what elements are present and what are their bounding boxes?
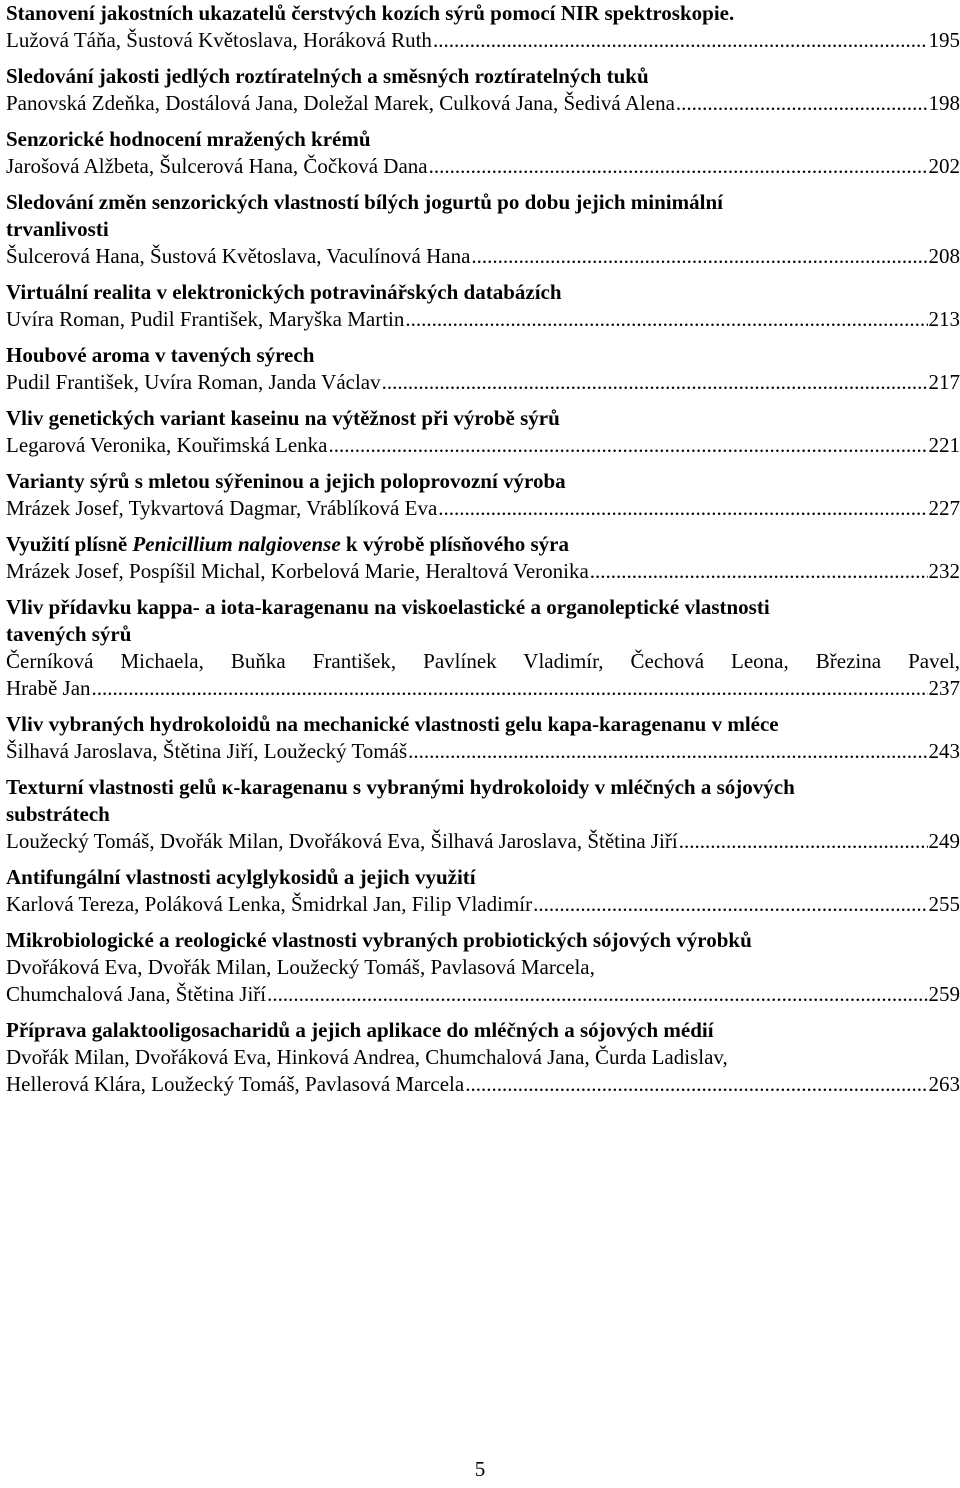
author-line-with-page: [6, 27, 960, 54]
entry-title-line: Vliv přídavku kappa- a iota-karagenanu na viskoelastické a organoleptické vlastnosti: [6, 595, 770, 619]
table-of-contents: [6, 0, 960, 1107]
entry-authors: [6, 306, 960, 333]
entry-authors-text: Hrabě Jan: [6, 676, 91, 700]
toc-entry: [6, 531, 960, 585]
author-line-with-page: [6, 243, 960, 270]
entry-authors: [6, 1044, 960, 1098]
entry-authors-text: Uvíra Roman, Pudil František, Maryška Martin: [6, 307, 405, 331]
dot-leader: [590, 558, 928, 585]
entry-title: [6, 126, 960, 153]
page-number: 221: [928, 433, 960, 457]
entry-authors: [6, 648, 960, 702]
page-number: 195: [928, 28, 960, 52]
author-line: Dvořáková Eva, Dvořák Milan, Loužecký Tomáš, Pavlasová Marcela,: [6, 955, 595, 979]
entry-title: [6, 864, 960, 891]
dot-leader: [533, 891, 927, 918]
author-line-with-page: [6, 558, 960, 585]
entry-authors: [6, 828, 960, 855]
author-line-with-page: [6, 891, 960, 918]
dot-leader: [382, 369, 928, 396]
entry-title: [6, 63, 960, 90]
author-line-with-page: [6, 369, 960, 396]
entry-authors-text: Mrázek Josef, Tykvartová Dagmar, Vráblíková Eva: [6, 496, 438, 520]
entry-title: [6, 594, 960, 648]
author-line-with-page: [6, 738, 960, 765]
entry-title-line: Antifungální vlastnosti acylglykosidů a jejich využití: [6, 865, 476, 889]
dot-leader: [471, 243, 927, 270]
toc-entry: [6, 774, 960, 855]
entry-authors-text: Panovská Zdeňka, Dostálová Jana, Doležal Marek, Culková Jana, Šedivá Alena: [6, 91, 675, 115]
entry-title-text: k výrobě plísňového sýra: [340, 532, 569, 556]
dot-leader: [676, 90, 928, 117]
page-number: 232: [928, 559, 960, 583]
toc-entry: [6, 711, 960, 765]
page-number: 263: [928, 1072, 960, 1096]
toc-entry: [6, 126, 960, 180]
dot-leader: [438, 495, 927, 522]
dot-leader: [465, 1071, 927, 1098]
entry-authors-text: Karlová Tereza, Poláková Lenka, Šmidrkal Jan, Filip Vladimír: [6, 892, 533, 916]
entry-authors-text: Hellerová Klára, Loužecký Tomáš, Pavlasová Marcela: [6, 1072, 465, 1096]
author-line: Černíková Michaela, Buňka František, Pavlínek Vladimír, Čechová Leona, Březina Pavel,: [6, 649, 960, 673]
author-line-with-page: [6, 981, 960, 1008]
entry-title-line: Senzorické hodnocení mražených krémů: [6, 127, 371, 151]
dot-leader: [267, 981, 927, 1008]
author-line-with-page: [6, 306, 960, 333]
entry-authors-text: Šilhavá Jaroslava, Štětina Jiří, Loužecký Tomáš: [6, 739, 408, 763]
author-line-with-page: [6, 432, 960, 459]
dot-leader: [429, 153, 928, 180]
entry-title-text: Využití plísně: [6, 532, 133, 556]
entry-title: [6, 774, 960, 828]
entry-title: [6, 405, 960, 432]
toc-entry: [6, 279, 960, 333]
entry-authors-text: Pudil František, Uvíra Roman, Janda Václav: [6, 370, 381, 394]
entry-authors-text: Lužová Táňa, Šustová Květoslava, Horáková Ruth: [6, 28, 432, 52]
entry-authors-text: Šulcerová Hana, Šustová Květoslava, Vaculínová Hana: [6, 244, 471, 268]
toc-entry: [6, 0, 960, 54]
page-number: 198: [928, 91, 960, 115]
entry-title: [6, 0, 960, 27]
author-line-with-page: [6, 828, 960, 855]
entry-title-line: Vliv vybraných hydrokoloidů na mechanické vlastnosti gelu kapa-karagenanu v mléce: [6, 712, 779, 736]
author-line-with-page: [6, 675, 960, 702]
author-line: Dvořák Milan, Dvořáková Eva, Hinková Andrea, Chumchalová Jana, Čurda Ladislav,: [6, 1045, 728, 1069]
page-number: 227: [928, 496, 960, 520]
entry-title-line: substrátech: [6, 802, 110, 826]
page-footer-number: 5: [474, 1457, 486, 1481]
page-number: 213: [928, 307, 960, 331]
author-line-with-page: [6, 90, 960, 117]
dot-leader: [433, 27, 928, 54]
entry-title: [6, 279, 960, 306]
page-number: 237: [928, 676, 960, 700]
toc-entry: [6, 594, 960, 702]
entry-title-line: Texturní vlastnosti gelů κ-karagenanu s vybranými hydrokoloidy v mléčných a sójových: [6, 775, 795, 799]
entry-authors: [6, 891, 960, 918]
entry-title-line: Sledování změn senzorických vlastností bílých jogurtů po dobu jejich minimální: [6, 190, 723, 214]
entry-authors-text: Jarošová Alžbeta, Šulcerová Hana, Čočková Dana: [6, 154, 428, 178]
entry-title: [6, 468, 960, 495]
entry-title-line: Příprava galaktooligosacharidů a jejich aplikace do mléčných a sójových médií: [6, 1018, 714, 1042]
toc-entry: [6, 405, 960, 459]
entry-title-line: Sledování jakosti jedlých roztíratelných a směsných roztíratelných tuků: [6, 64, 649, 88]
entry-title-line: trvanlivosti: [6, 217, 109, 241]
page-number: 217: [928, 370, 960, 394]
entry-authors-text: Loužecký Tomáš, Dvořák Milan, Dvořáková Eva, Šilhavá Jaroslava, Štětina Jiří: [6, 829, 678, 853]
entry-title-line: Mikrobiologické a reologické vlastnosti vybraných probiotických sójových výrobků: [6, 928, 752, 952]
dot-leader: [408, 738, 927, 765]
page-number: 202: [928, 154, 960, 178]
toc-entry: [6, 468, 960, 522]
author-line-with-page: [6, 1071, 960, 1098]
author-line-with-page: [6, 495, 960, 522]
entry-authors-text: Legarová Veronika, Kouřimská Lenka: [6, 433, 328, 457]
page-number: 208: [928, 244, 960, 268]
entry-authors: [6, 243, 960, 270]
entry-authors: [6, 495, 960, 522]
toc-entry: [6, 927, 960, 1008]
entry-title: [6, 531, 960, 558]
entry-title-line: tavených sýrů: [6, 622, 132, 646]
entry-title-line: Vliv genetických variant kaseinu na výtěžnost při výrobě sýrů: [6, 406, 560, 430]
entry-title: [6, 927, 960, 954]
entry-title-line: Stanovení jakostních ukazatelů čerstvých kozích sýrů pomocí NIR spektroskopie.: [6, 1, 735, 25]
entry-title-line: Houbové aroma v tavených sýrech: [6, 343, 315, 367]
toc-entry: [6, 63, 960, 117]
dot-leader: [329, 432, 928, 459]
entry-title-line: Varianty sýrů s mletou sýřeninou a jejich poloprovozní výroba: [6, 469, 566, 493]
page-number: 259: [928, 982, 960, 1006]
entry-title: [6, 189, 960, 243]
toc-entry: [6, 189, 960, 270]
entry-authors-text: Mrázek Josef, Pospíšil Michal, Korbelová Marie, Heraltová Veronika: [6, 559, 589, 583]
page-number: 255: [928, 892, 960, 916]
entry-authors: [6, 90, 960, 117]
entry-authors-text: Chumchalová Jana, Štětina Jiří: [6, 982, 267, 1006]
entry-authors: [6, 153, 960, 180]
entry-title-line: Virtuální realita v elektronických potravinářských databázích: [6, 280, 562, 304]
entry-authors: [6, 954, 960, 1008]
entry-authors: [6, 27, 960, 54]
entry-authors: [6, 738, 960, 765]
toc-entry: [6, 1017, 960, 1098]
entry-title: [6, 342, 960, 369]
page-number: 249: [928, 829, 960, 853]
toc-entry: [6, 864, 960, 918]
entry-title: [6, 711, 960, 738]
page-number: 243: [928, 739, 960, 763]
entry-authors: [6, 558, 960, 585]
toc-entry: [6, 342, 960, 396]
entry-title: [6, 1017, 960, 1044]
entry-authors: [6, 369, 960, 396]
dot-leader: [679, 828, 928, 855]
dot-leader: [92, 675, 928, 702]
author-line-with-page: [6, 153, 960, 180]
entry-title-italic-species: Penicillium nalgiovense: [132, 532, 341, 556]
entry-authors: [6, 432, 960, 459]
dot-leader: [405, 306, 927, 333]
